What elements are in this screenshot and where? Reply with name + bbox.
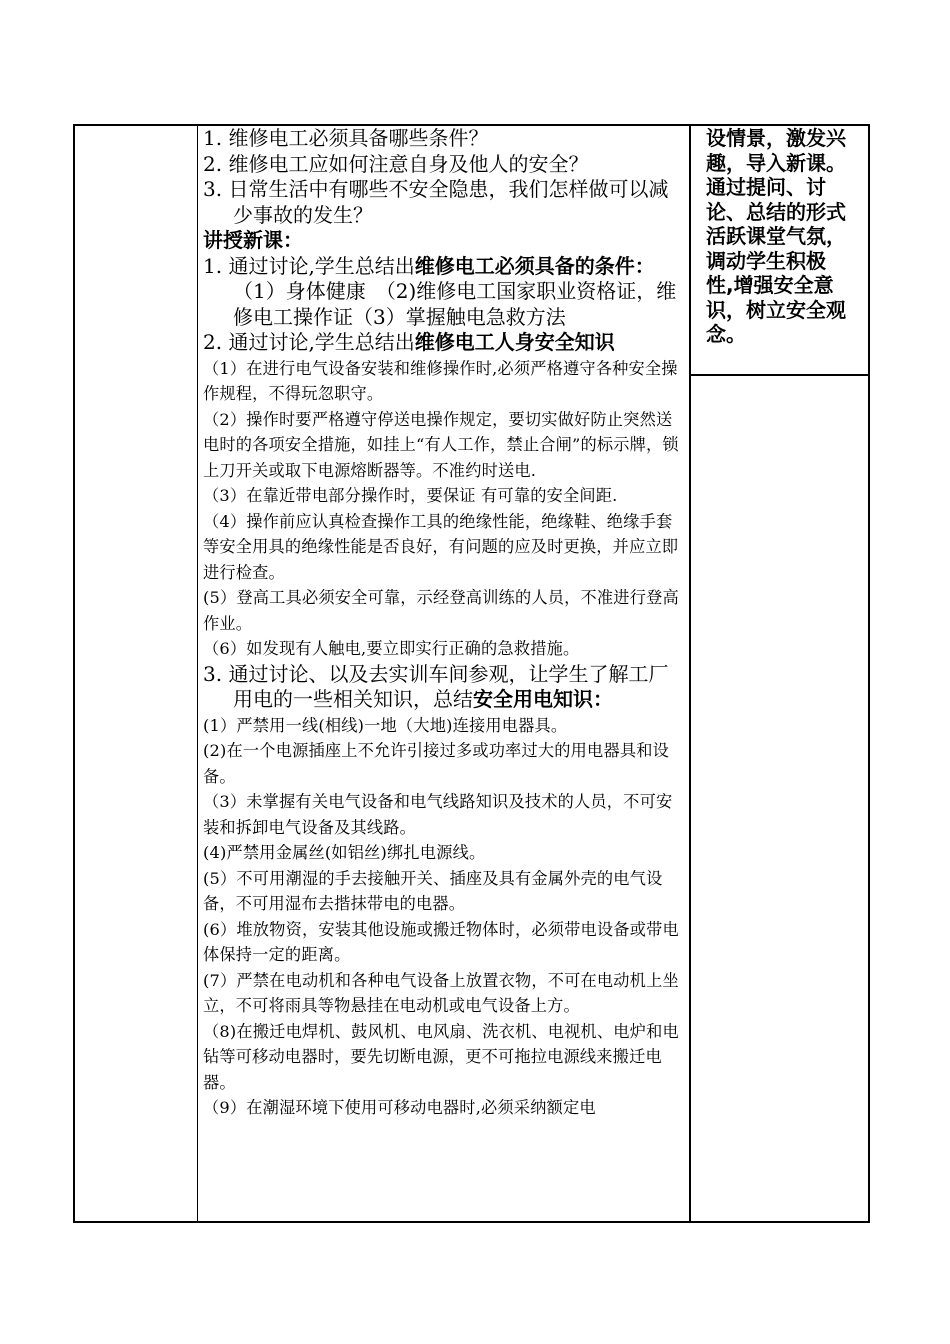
point-text: 1. 通过讨论,学生总结出 [203, 253, 415, 278]
list-item: （9）在潮湿环境下使用可移动电器时,必须采纳额定电 [203, 1098, 596, 1117]
section-heading: 讲授新课： [203, 228, 303, 252]
design-intent-intro: 设情景，激发兴趣，导入新课。 [706, 126, 846, 175]
question: 2. 维修电工应如何注意自身及他人的安全？ [203, 151, 589, 176]
column-divider [689, 126, 691, 1221]
list-item: (2)在一个电源插座上不允许引接过多或功率过大的用电器具和设备。 [203, 741, 669, 786]
point-text: （1）身体健康 （2)维修电工国家职业资格证，维修电工操作证（3）掌握触电急救方法 [233, 279, 677, 329]
design-intent-discussion: 通过提问、讨论、总结的形式活跃课堂气氛，调动学生积极性,增强安全意识，树立安全观念。 [706, 175, 846, 346]
design-notes [706, 126, 851, 347]
point-text: 2. 通过讨论,学生总结出 [203, 330, 415, 354]
list-item: (5）不可用潮湿的手去接触开关、插座及具有金属外壳的电气设备，不可用湿布去揩抹带电的电器。 [203, 868, 663, 913]
list-item: (4)严禁用金属丝(如铝丝)绑扎电源线。 [203, 843, 486, 862]
list-item: (1）严禁用一线(相线)一地（大地)连接用电器具。 [203, 715, 568, 735]
point-bold-text: 安全用电知识： [473, 687, 613, 711]
list-item: （4）操作前应认真检查操作工具的绝缘性能，绝缘鞋、绝缘手套等安全用具的绝缘性能是否良好，有问题的应及时更换，并应立即进行检查。 [203, 511, 679, 582]
point-bold-text: 维修电工必须具备的条件： [414, 253, 655, 278]
point-3 [203, 662, 687, 713]
list-item: （2）操作时要严格遵守停送电操作规定，要切实做好防止突然送电时的各项安全措施，如挂上“有人工作，禁止合闸”的标示牌，锁上刀开关或取下电源熔断器等。不准约时送电. [203, 409, 679, 480]
lesson-table [73, 124, 870, 1223]
column-divider [197, 126, 198, 1221]
point-2 [203, 330, 687, 356]
row-divider [689, 374, 868, 376]
list-item: （3）在靠近带电部分操作时，要保证 有可靠的安全间距. [203, 486, 618, 505]
question: 1. 维修电工必须具备哪些条件？ [203, 126, 489, 150]
list-item: (6）堆放物资，安装其他设施或搬迁物体时，必须带电设备或带电体保持一定的距离。 [203, 919, 679, 964]
question: 3. 日常生活中有哪些不安全隐患，我们怎样做可以减少事故的发生？ [203, 177, 669, 227]
point-1 [203, 254, 687, 331]
list-item: （3）未掌握有关电气设备和电气线路知识及技术的人员，不可安装和拆卸电气设备及其线路。 [203, 792, 673, 837]
point-bold-text: 维修电工人身安全知识 [414, 330, 615, 354]
list-item: （6）如发现有人触电,要立即实行正确的急救措施。 [203, 639, 580, 658]
list-item: (5）登高工具必须安全可靠，示经登高训练的人员，不准进行登高作业。 [203, 588, 679, 633]
list-item: （8)在搬迁电焊机、鼓风机、电风扇、洗衣机、电视机、电炉和电钻等可移动电器时，要先切断电源，更不可拖拉电源线来搬迁电器。 [203, 1021, 679, 1092]
list-item: (7）严禁在电动机和各种电气设备上放置衣物，不可在电动机上坐立，不可将雨具等物悬挂在电动机或电气设备上方。 [203, 970, 679, 1015]
point-text: 3. 通过讨论、以及去实训车间参观，让学生了解工厂用电的一些相关知识，总结 [203, 661, 669, 711]
list-item: （1）在进行电气设备安装和维修操作时,必须严格遵守各种安全操作规程，不得玩忽职守。 [203, 358, 678, 403]
lesson-content [203, 126, 687, 1221]
